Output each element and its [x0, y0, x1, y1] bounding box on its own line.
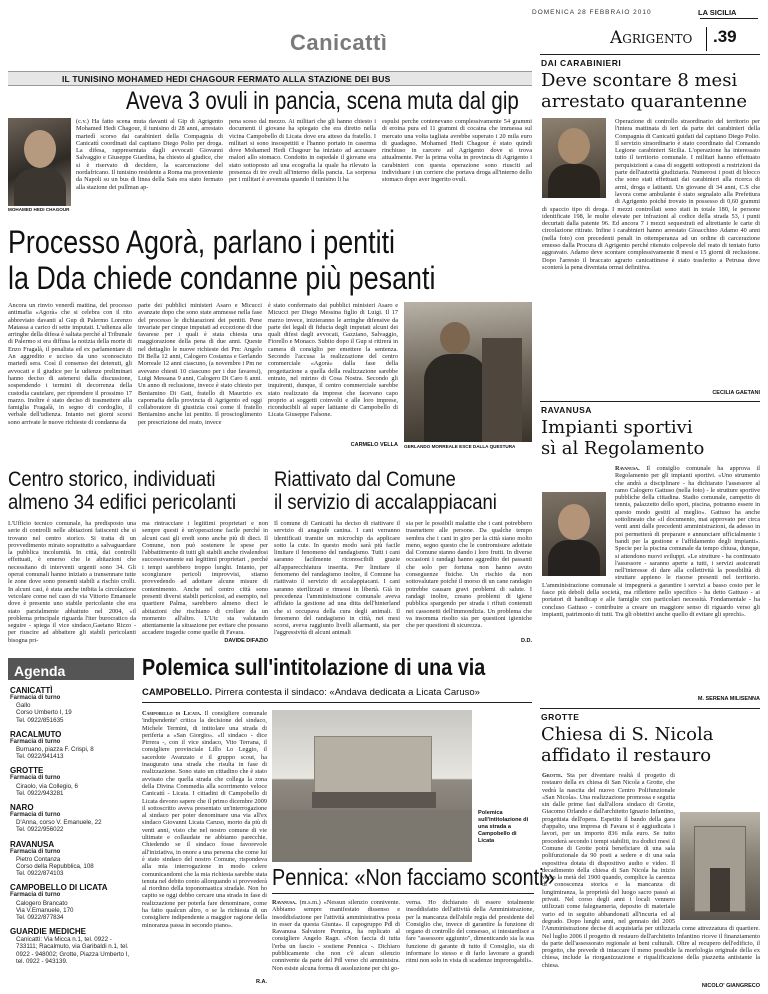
carabinieri-headline-1: Deve scontare 8 mesi	[541, 70, 738, 91]
riattivato-col-2-wrap	[406, 520, 532, 648]
polemica-photo-caption: Polemica sull'intitolazione di una strada a Campobello di Licata	[478, 810, 529, 844]
pennica-text-1: (m.s.m.) «Nessun silenzio connivente. Abbiamo sempre manifestato dissenso e insoddisfazione per l'attività amministrativa posta in esser da questa Giunta». Il capogruppo Pdl di Ravanusa Salvatore Pennica, ha replicato al consigliere Angelo Ragn. «Non faccia di tutta l'erba un fascio - sostiene Pennica -. Dichiaro pubblicamente che non c'è alcun silenzio connivente da parte del Pdl verso chi amministra. Non esiste alcuna forma di assoluzione per chi go-	[272, 899, 400, 972]
polemica-col-wrap	[142, 710, 267, 990]
impianti-headline-1: Impianti sportivi	[541, 417, 693, 438]
agora-col-3: è stato confermato dai pubblici ministeri Asaro e Micucci per Diego Messina figlio di Luigi. Il 17 marzo invece, inizieranno le arringhe difensive da parte dei legali di fiducia degli imputati alcuni dei quali difesi dagli avvocati, Gazziano, Salvaggio, Fiorello e Monaco. Subito dopo il Gup si ritirerà in camera di consiglio per emettere la sentenza. Secondo l'accusa la realizzazione del centro commerciale «Agorà» dalla fase della progettazione a quella della realizzazione sarebbe entrato, nel mirino di Cosa Nostra. Secondo gli inquirenti, dunque, il centro commerciale sarebbe stato realizzato da imprese che facevano capo proprio ai soggetti coinvolti e alle loro imprese, riconducibili al super latitante di Campobello di Licata Giuseppe Falsone.	[268, 302, 398, 419]
agenda-line: Tel. 0922/877834	[16, 914, 64, 922]
agora-photo-caption: GERLANDO MORREALE ESCE DALLA QUESTURA	[404, 444, 516, 449]
polemica-subhead-place: CAMPOBELLO.	[142, 687, 213, 698]
agenda-town: GUARDIE MEDICHE	[10, 927, 87, 937]
agenda-line: Ciraolo, via Collegio, 6	[16, 782, 78, 790]
carabinieri-headline-2: arrestato quarantenne	[541, 91, 748, 112]
agenda-list	[8, 686, 134, 965]
lead-col-1: (c.v.) Ha fatto scena muta davanti al Gip di Agrigento Mohamed Hedi Chagour, il tunisino di 28 anni, arrestato martedì scorso dai carabinieri della Compagnia di Canicattì coordinati dal capitano Diego Polio per droga. La difesa, rappresentata dagli avvocati Giovanni Salvaggio e Giuseppe Giardina, ha chiesto al giudice, che si è riservato di decidere, la scarcerazione del nordafricano. Il tunisino residente a Roma ma proveniente da Napoli su un bus di linea della Sais era stato fermato alla stazione dei pullman ap-	[76, 118, 223, 191]
chiesa-signature: NICOLO' GIANGRECO	[701, 983, 760, 989]
lead-col-3: espulsi perche contenevano complessivamente 54 grammi di eroina pura ed 11 grammi di cocaina che immessa sul mercato una volta tagliata avrebbe superato i 20 mila euro di guadagno. Mohamed Hedi Chagour è stato quindi rinchiuso in carcere ad Agrigento dove si trova attualmente. Per la prima volta in provincia di Agrigento i carabinieri con questa operazione sono riusciti ad individuare i un corriere che portava droga all'interno dello stomaco dopo aver ingerito ovuli.	[382, 118, 532, 184]
polemica-signature: R.A.	[256, 979, 267, 985]
chiesa-text: Sta per diventare realtà il progetto di restauro della ex chiesa di San Nicola a Grotte, che vedrà la nascita del nuovo Centro Polifunzionale «San Nicola». Una realizzazione promossa e seguita sin dalle prime fasi dall'allora sindaco di Grotte, Giacomo Orlando e dall'architetto Ignazio Infantino, progettista dell'opera. Espetito il bando della gara d'appalto, una impresa di Favara si è aggiudicata i lavori, per un importo 836 mila euro. Se tutto procederà secondo i tempi stabiliti, tra dodici mesi il Comune di Grotte potrà beneficiare di una sala polifunzionale da 90 posti a sedere e di una sala espositiva dotata di dispositivo audio e video. Il decadimento della chiesa di San Nicola ha inizio verso la metà del 1900 quando, complice la carenza di conoscenza storica e la mancanza di lungimiranza, la proprietà del luogo sacro passò ai privati. Nel corso degli anni i locali vennero utilizzati come falegnameria, deposito di materiale vario ed in seguito abbandonati all'incuria ed al degrado. Dopo lunghi anni, nel gennaio del 2005 l'Amministrazione decise di acquistarla per utilizzarla come attrezzatura di quartiere. Nel luglio 2006 il progetto di restauro dell'architetto Infantino riceve il finanziamento da parte dell'assessorato regionale ai beni culturali. Oltre al recupero dell'edificio, il progetto, che prevede di intaccare il meno possibile la morfologia originale della ex chiesa, include la riorganizzazione e riqualificazione della piazzetta antistante la chiesa.	[542, 772, 760, 969]
chiesa-headline-2: affidato il restauro	[541, 745, 712, 766]
polemica-subhead	[142, 687, 480, 698]
impianti-body	[542, 465, 760, 693]
agora-signature: CARMELO VELLA	[350, 442, 398, 448]
agenda-line: Via V.Emanuele, 170	[16, 906, 74, 914]
agenda-town: RACALMUTO	[10, 729, 62, 739]
lead-kicker: IL TUNISINO MOHAMED HEDI CHAGOUR FERMATO ALLA STAZIONE DEI BUS	[62, 74, 391, 84]
agenda-header	[8, 658, 134, 680]
agenda-line: Gallo	[16, 702, 31, 710]
chiesa-headline-1: Chiesa di S. Nicola	[541, 724, 714, 745]
centro-col-1: L'Ufficio tecnico comunale, ha predisposto una serie di controlli nelle abitazioni fatiscenti che si trovano nel centro storico. Si tratta di un provvedimento mirato soprattutto a salvaguardare la pubblica incolumità. In città, dai controlli effettuati, è emerso che le abitazioni che necessitano di interventi urgenti sono 34. Gli operai comunali hanno iniziato a transennare tutte le zone dove sono presenti stabili a rischio crolli. In alcuni casi, è stata anche inibita la circolazione veicolare come nel caso di via Vittorio Emanuele dove è presente uno stabile pericolante che era stato parzialmente abbattuto nel 2004, «il problema principale riguarda l'iter burocratico da seguire - spiega il vice sindaco,Gaetano Rizzo - per riuscire ad abbattere gli stabili pericolanti bisogna pri-	[8, 520, 136, 644]
agenda-town: NARO	[10, 803, 34, 813]
chiesa-dateline: Grotte.	[542, 772, 563, 779]
agenda-town: CAMPOBELLO DI LICATA	[10, 883, 108, 893]
centro-headline-2: almeno 34 edifici pericolanti	[8, 491, 237, 514]
lead-headline: Aveva 3 ovuli in pancia, scena muta dal gip	[126, 87, 519, 115]
impianti-signature: M. SERENA MILISENNA	[697, 696, 760, 702]
agenda-town: RAVANUSA	[10, 839, 55, 849]
riattivato-headline-2: il servizio di accalappiacani	[274, 491, 497, 514]
pennica-col-2: verna. Ho dichiarato di essere totalmente insoddisfatto dell'attività della Amministrazione, per la mancanza dell'abile regia del presidente del Consiglio che, invece di garantire la funzione di organo di controllo del consesso, si intestardisce a fare "assessore aggiunto", dimenticando sia la sua funzione di garante di tutto il Consiglio, sia di informare lo stesso e di farlo lavorare a grandi ritmi non solo in vista di scadenze improrogabili».	[406, 899, 534, 965]
agora-col-2: parte dei pubblici ministeri Asaro e Micucci avanzate dopo che sono state ammesse nella fase del processo le dichiarazioni dei pentiti. Pene invariate per cinque imputati ad eccezione di due favarese per i quali è stata chiesta una maggiorazione della pena di due anni. Queste nel dettaglio le nuove richieste dei Pm: Angelo Di Bella 12 anni, Calogero Costanza e Gerlando Morreale 12 anni ciascuno, (a novembre i Pm ne avevano chiesti 10 ciascuno per i due favaresi), Luigi Messana 9 anni, Calogero Di Caro 6 anni. Un anno di reclusione, invece è stato chiesto per Beniamino Di Gati, fratello di Maurizio ex capomafia della provincia di Agrigento ed oggi collaboratore di giustizia così come il fratello Beniamino anche lui pentito. Il proscioglimento per prescrizione del reato, invece	[138, 302, 262, 426]
polemica-col-1	[142, 710, 267, 978]
centro-headline-1: Centro storico, individuati	[8, 468, 216, 491]
polemica-headline: Polemica sull'intitolazione di una via	[142, 654, 486, 680]
agenda-label: Farmacia di turno	[10, 848, 61, 855]
carabinieri-float	[542, 118, 612, 200]
riattivato-col-2: sia per le possibili malattie che i cani potrebbero trasmettere alle persone. Da qualche tempo sembra che i cani in giro per la città siano molto meno, segno questo che le contromisure adottate dal Comune stanno dando i loro frutti. In diverse occasioni i randagi hanno aggredito dei passanti che solo per fortuna non hanno avuto conseguenze fisiche. Un rischio da non sottovalutare poiché il morso di un cane randagio potrebbe causare gravi problemi di salute. I randagi inoltre, creano problemi di igiene pubblica spargendo per strada i rifiuti contenuti nei cassonetti dell'immondizia. Un problema che va insomma risolto sia per questioni igieniche che per questioni di sicurezza.	[406, 520, 532, 630]
agenda-line: Corso Umberto I, 19	[16, 709, 72, 717]
chiesa-body	[542, 772, 760, 982]
riattivato-signature: D.D.	[521, 638, 532, 644]
section-title: Canicattì	[290, 30, 388, 55]
agenda-line: D'Anna, corso V. Emanuele, 22	[16, 819, 102, 827]
agenda-town: GROTTE	[10, 766, 44, 776]
masthead-date: DOMENICA 28 FEBBRAIO 2010	[532, 9, 652, 16]
polemica-photo	[272, 710, 472, 862]
agenda-line: Pietro Contanza	[16, 855, 61, 863]
region-name: Agrigento	[610, 28, 693, 48]
agora-col-1: Ancora un rinvio venerdì mattina, del processo antimafia «Agorà» che si celebra con il rito abbreviato davanti al Gup di Palermo Lorenzo Matassa a carico di sette imputati. L'udienza alle arringhe della difesa è saltata perché al Tribunale di Palermo si era diffusa la notizia della morte di Enzo Fragalà, il penalista ed ex parlamentare di An aggredito e ucciso da uno sconosciuto martedì sera. Così il consenso dei detenuti, gli avvocati e il giudice per le udienze preliminari hanno deciso di astenersi dalla discussione, sospendendo i termini di decorrenza della custodia cautelare, per riprendere il prossimo 17 marzo. Inoltre è stato deciso di trasmettere alla famiglia Fragalà, in segno di cordoglio, il verbale dell'udienza. Intanto nei giorni scorsi sono arrivate le nuove richieste di condanna da	[8, 302, 132, 426]
agenda-label: Farmacia di turno	[10, 738, 61, 745]
lead-photo-caption: MOHAMED HEDI CHAGOUR	[8, 207, 70, 212]
impianti-headline-2: sì al Regolamento	[541, 438, 705, 459]
carabinieri-body	[542, 118, 760, 388]
agenda-line: Tel. 0922/956022	[16, 826, 64, 834]
agenda-box	[8, 658, 134, 988]
agenda-line: Canicattì: Via Micca n.1, tel. 0922 - 733111; Racalmuto, via Garibaldi n.1, tel. 0922 - 948002; Grotte, Piazza Umberto I, tel. 0922 - 943139.	[16, 936, 130, 965]
agora-headline-1: Processo Agorà, parlano i pentiti	[8, 224, 396, 260]
polemica-subhead-text: Pirrera contesta il sindaco: «Andava dedicata a Licata Caruso»	[214, 687, 480, 698]
agora-col-3-wrap	[268, 302, 398, 452]
agenda-line: Calogero Brancato	[16, 899, 68, 907]
agenda-title: Agenda	[14, 663, 66, 679]
polemica-dateline: Campobello di Licata.	[142, 710, 202, 717]
impianti-dateline: Ravanusa.	[615, 465, 640, 472]
impianti-kicker: RAVANUSA	[541, 405, 592, 415]
lead-photo	[8, 118, 71, 206]
agenda-line: Tel. 0922/851635	[16, 716, 64, 724]
agenda-line: Tel. 0922/943281	[16, 789, 64, 797]
page-number-box	[706, 27, 760, 51]
agora-photo	[404, 302, 532, 442]
carabinieri-signature: CECILIA GAETANI	[712, 390, 760, 396]
agenda-line: Tel. 0922/874103	[16, 870, 64, 878]
agenda-line: Corso della Repubblica, 108	[16, 863, 94, 871]
agora-headline-2: la Dda chiede condanne più pesanti	[8, 260, 436, 296]
pennica-headline: Pennica: «Non facciamo sconti»	[272, 864, 555, 890]
centro-col-2: ma rintracciare i legittimi proprietari e non sempre questi è un'operazione facile perché in alcuni casi gli eredi sono anche più di dieci. Il Comune, non può sostenere le spese per l'abbattimento di tutti gli stabili anche rivalendosi successivamente sui legittimi proprietari , perché i tempi sarebbero troppo lunghi. Intanto, per scongiurare pericoli improvvisi, stiamo provvedendo ad adottare alcune misure di contenimento. Anche nel centro città sono presenti diversi stabili pericolosi, ad esempio, nel quartiere Palma, sarebbero almeno dieci le abitazioni che rischiano di crollare da un momento all'altro. L'Utc sta valutando attentamente la situazione per evitare che possano accadere tragedie come quelle di Favara.	[142, 520, 268, 637]
lead-col-2: pena sceso dal mezzo. Ai militari che gli hanno chiesto i documenti il giovane ha spiegato che era diretto nella vicina Campobello di Licata dove era atteso da fratello. I militari si sono insospettiti e l'hanno portato in caserma dove Mohamed Hedi Chagour ha iniziato ad accusare malori allo stomaco. Condotto in ospedale il giovane era stato sottoposto ad una ecografia la quale ha rilevato la presenza di tre ovuli all'interno della pancia. La sorpresa per i militari è avvenuta quando il tunisino li ha	[229, 118, 376, 184]
carabinieri-text: Operazione di controllo straordinario del territorio per l'intera mattinata di ieri da parte dei carabinieri della Compagnia di Canicattì guidati dal capitano Diego Polio. Il servizio straordinario è stato coordinato dal Comando Legione carabinieri Sicilia. L'operazione ha interessato tutto il territorio comunale. I militari hanno effettuato perquisizioni a casa di soggetti sottoposti a restrizioni da parte dell'autorità giudiziaria. Numerosi i posti di blocco che sono stati effettuati dai carabinieri alla ricerca di armi, droga e latitanti. Un giovane di 34 anni, C.S che lavora come ambulante è stato segnalato alla Prefettura di Agrigento poiché trovato in possesso di 0,60 grammi di spaccio tipo di droga. I mezzi controllati sono stati in totale 180, le persone identificate 198, le multe elevate per infrazioni al codice della strada 53, i punti decurtati dalla patente 96. Ed ancora 7 i mezzi sequestrati ed altrettante le carte di circolazione ritirate. Infine i carabinieri hanno arrestato Gioacchino Adamo 40 anni (nella foto) con precedenti penali in ottemperanza ad un ordine di carcerazione emesso dalla Procura di Agrigento perché ritenuto colpevole del reato di tentato furto aggravato. Adamo deve scontare complessivamente 8 mesi e 15 giorni di reclusione. Dopo l'arresto il braccato agrario canicattinese è stato trasferito a Petrusa dove sconterà la pena diventata ormai definitiva.	[542, 118, 760, 271]
agenda-label: Farmacia di turno	[10, 775, 61, 782]
agenda-label: Farmacia di turno	[10, 812, 61, 819]
agenda-town: CANICATTÌ	[10, 686, 53, 695]
agenda-line: Burruano, piazza F. Crispi, 8	[16, 746, 94, 754]
agenda-line: Tel. 0922/941413	[16, 753, 64, 761]
page-number: .39	[713, 27, 737, 46]
chiesa-float	[678, 810, 760, 922]
masthead-paper: LA SICILIA	[698, 8, 737, 17]
riattivato-headline-1: Riattivato dal Comune	[274, 468, 456, 491]
impianti-float	[542, 465, 612, 579]
impianti-text: Il consiglio comunale ha approva il Regolamento per gli impianti sportivi. «Uno strumento che andrà a disciplinare - ha dichiarato l'assessore al ramo Calogero Gattuso (nella foto) - le strutture sportive pubbliche della cittadina. Stadio comunale, campetto di tennis, palazzetto dello sport, piscina, potranno essere in questo modo gestiti al meglio». Gattuso ha anche sottolineato che «il documento, mai approvato per circa venti anni dalle precedenti amministrazioni, da adesso in poi permetterà di preparare e annunciare ufficialmente i bandi per la gestione e l'affidamento degli impianti». Specie per la piscina comunale da tempo chiusa, dunque, si attendono nuovi sviluppi. «Le strutture - ha continuato l'assessore - saranno aperte a tutti, i servizi assicurati nell'interesse di dare alla collettività la possibilità di struttare appieno le risorse presenti nel territorio. L'amministrazione comunale si impegnerà a garantire i servizi a basso costo per le fasce più deboli della società, ma riflettere nello specifico - ha detto Gattuso - ai portatori di handicap e alle famiglie con particolari necessità. Fondamentale - ha concluso Gattuso - contribuire a creare un maggiore senso di riguardo verso gli impianti, patrimonio di tutti. Tra gli obiettivi anche quello di evitare gli sprechi».	[542, 465, 760, 618]
centro-col-2-wrap	[142, 520, 268, 648]
chiesa-kicker: GROTTE	[541, 712, 580, 722]
riattivato-col-1: Il comune di Canicattì ha deciso di riattivare il servizio di anagrafe canina. I cani verranno identificati tramite un microchip da applicare sotto la cute. In questo modo sarà più facile limitare il fenomeno del randagismo. Tutti i cani saranno facilmente riconoscibili grazie all'apparecchiatura inserita. Per limitare il fenomeno del randagismo inoltre, il Comune ha riattivato il servizio di accalappiacani. I cani saranno sterilizzati e rimessi in libertà. Già in precedenza l'amministrazione comunale aveva affidato la gestione ad una ditta dell'hinterland che si occupava della cura degli animali. Il fenomeno del randagismo in città, nei mesi scorsi, aveva raggiunto livelli allarmanti, sia per l'aggressività di alcuni animali	[274, 520, 400, 637]
polemica-text: Il consigliere comunale 'indipendente' critica la decisione del sindaco, Michele Termini, di intitolare una strada di periferia a «San Giorgio». «Il sindaco - dice Pirrera -, con il vice sindaco, Vito Terrana, il consigliere provinciale Lillo Lo Leggio, il sacerdote Avanzato e il gruppo scout, ha inaugurato una strada che risulta in fase di realizzazione. Sono stato un cittadino che è stato avvisato che quella strada che collega la zona della Divina Commedia alla scorrimento veloce Canicattì - Licata. I cittadini di Campobello di Licata devono sapere che il primo dicembre 2009 il sottoscritto aveva presentato un'interrogazione al sindaco per poter denominare una via all'ex sindaco Giovanni Licata Caruso, morto da più di venti anni, visto che nel nostro comune di vie ultimate e collaudate ne abbiamo parecchie. Chiedendo se il sindaco fosse favorevole all'iniziativa, in onore a una persona che come lui è stato sindaco del nostro Comune, rispondeva alla mia interrogazione in modo celere comunicandomi che la mia richiesta sarebbe stata tenuta nel debito conto allorquando si provvederà al riordino della toponomastica stradale. Non ho capito se oggi debbo cercare una strada in fase di realizzazione per poterla fare denominare, come ha fatto qualcun altro, o se la richiesta di un consigliere indipendente a maggior ragione della minoranza passa in secondo piano».	[142, 710, 267, 929]
pennica-col-1	[272, 899, 400, 989]
carabinieri-kicker: DAI CARABINIERI	[541, 58, 622, 68]
centro-signature: DAVIDE DIFAZIO	[224, 638, 268, 644]
agenda-label: Farmacia di turno	[10, 892, 61, 899]
agenda-label: Farmacia di turno	[10, 695, 61, 701]
pennica-dateline: Ravanusa.	[272, 899, 297, 906]
